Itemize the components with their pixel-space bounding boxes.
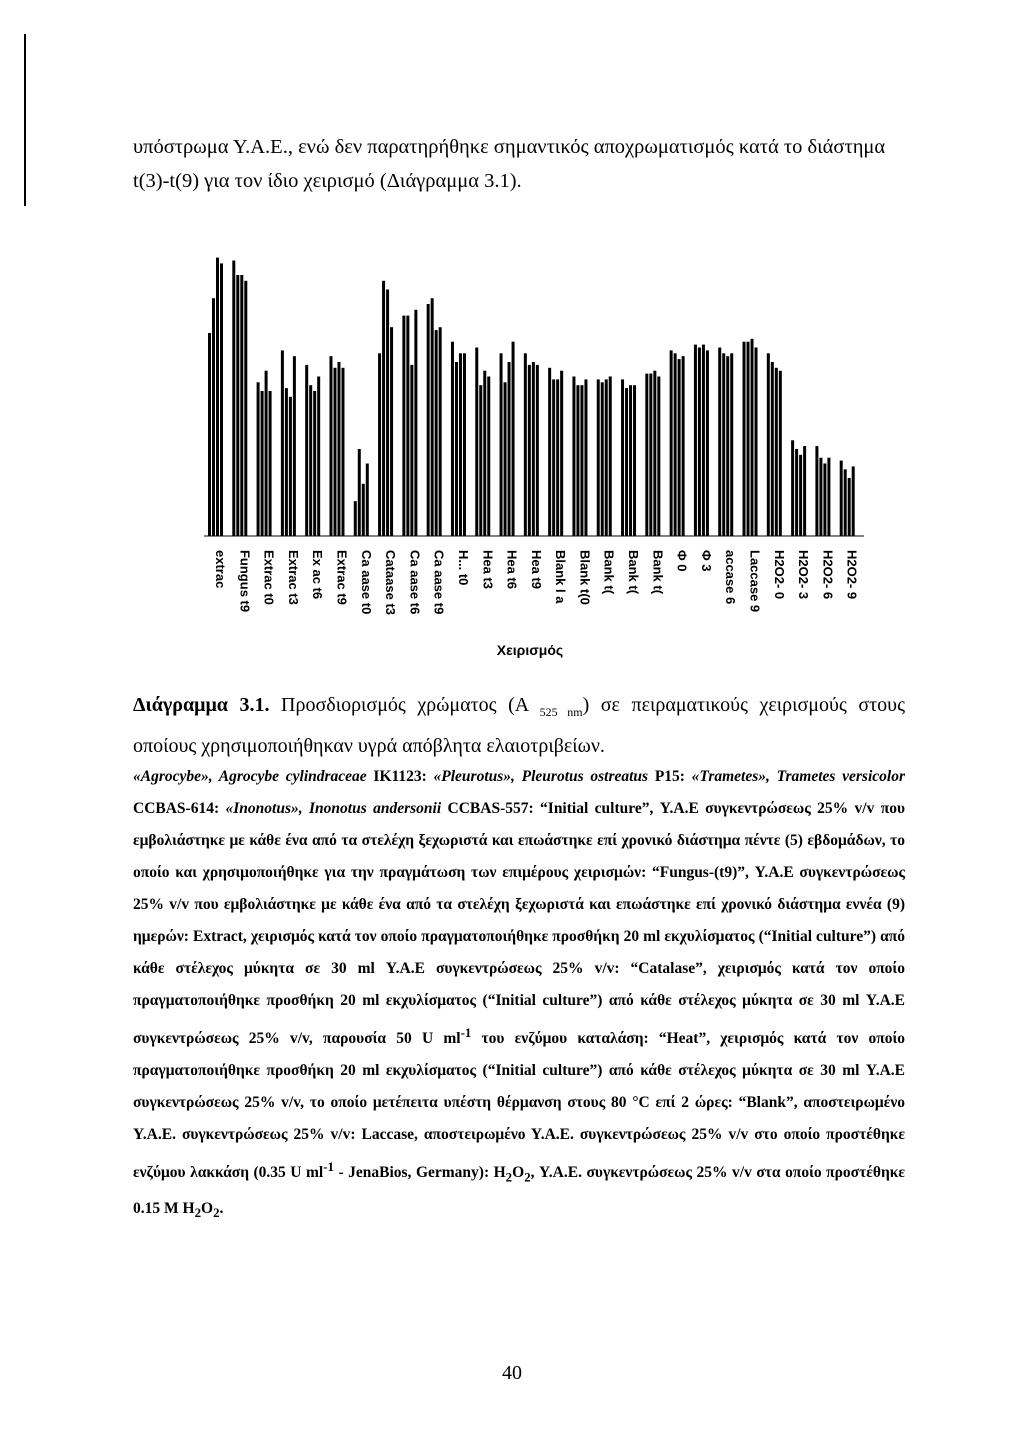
bar-26-Α [815, 446, 818, 536]
bar-20-Γ [678, 359, 681, 536]
formula-o-1: O [512, 1164, 525, 1182]
bar-10-Α [427, 304, 430, 536]
bar-23-Β [747, 342, 750, 536]
bar-7-Δ [366, 464, 369, 537]
bar-22-Γ [726, 356, 729, 536]
bar-14-Γ [532, 362, 535, 536]
bar-16-Δ [584, 379, 587, 536]
bar-3-Γ [265, 371, 268, 536]
bar-4-Α [281, 350, 284, 536]
pleurotus-text: «Pleurotus», Pleurotus ostreatus [433, 768, 649, 785]
tick-label-22: accase 6 [723, 550, 739, 605]
tick-label-4: Extrac t3 [285, 550, 301, 605]
bar-20-Α [670, 350, 673, 536]
bar-27-Γ [848, 478, 851, 536]
bar-1-Δ [220, 263, 223, 536]
figure-caption [133, 688, 905, 763]
tick-label-18: Bank t( [626, 550, 642, 595]
bar-22-Β [722, 353, 725, 536]
bar-15-Γ [556, 379, 559, 536]
bar-18-Δ [633, 385, 636, 536]
caption-subscript: 525 nm [539, 705, 583, 719]
tick-label-15: Blank l a [553, 550, 569, 604]
intro-paragraph [133, 130, 905, 198]
tick-label-6: Extrac t9 [334, 550, 350, 605]
bar-21-Β [698, 348, 701, 537]
tick-label-19: Bank t( [650, 550, 666, 595]
bar-14-Α [524, 353, 527, 536]
bar-21-Γ [702, 345, 705, 536]
final-period: . [219, 1200, 224, 1218]
inonotus-text: «Inonotus», Inonotus andersonii [225, 800, 442, 817]
bar-11-Δ [463, 353, 466, 536]
tick-label-20: Φ 0 [674, 550, 690, 572]
bar-3-Β [261, 391, 264, 536]
superscript-2: -1 [323, 1159, 334, 1175]
bar-6-Α [329, 356, 332, 536]
bar-19-Α [645, 374, 648, 536]
bar-13-Β [504, 382, 507, 536]
tick-label-1: extrac [213, 550, 228, 589]
bar-26-Γ [823, 464, 826, 537]
bar-15-Α [548, 368, 551, 536]
bar-2-Α [232, 261, 235, 537]
bar-8-Β [382, 281, 385, 536]
bar-4-Δ [293, 356, 296, 536]
treatments-text-1: CCBAS-557: “Initial culture”, Υ.Α.Ε συγκεντρώσεως 25% v/v που εμβολιάστηκε με κάθε ένα από τα στελέχη ξεχωριστά και επωάστηκε επί χρονικό διάστημα πέντε (5) εβδομάδων, το οποίο και χρησιμοποιήθηκε για την πραγμάτωση των επιμέρους χειρισμών: “Fungus-(t9)”, Υ.Α.Ε συγκεντρώσεως 25% v/v που εμβολιάστηκε με κάθε ένα από τα στελέχη ξεχωριστά και επωάστηκε επί χρονικό διάστημα εννέα (9) ημερών: Extract, χειρισμός κατά τον οποίο πραγματοποιήθηκε προσθήκη 20 ml εκχυλίσματος (“Initial culture”) από κάθε στέλεχος μύκητα σε 30 ml Υ.Α.Ε συγκεντρώσεως 25% v/v: “Catalase”, χειρισμός κατά τον οποίο πραγματοποιήθηκε προσθήκη 20 ml εκχυλίσματος (“Initial culture”) από κάθε στέλεχος μύκητα σε 30 ml Υ.Α.Ε συγκεντρώσεως 25% v/v, παρουσία 50 U ml [133, 800, 905, 1048]
tick-label-23: Laccase 9 [747, 550, 763, 613]
bar-1-Γ [216, 258, 219, 536]
bar-14-Β [528, 365, 531, 536]
bar-2-Β [236, 275, 239, 536]
bar-22-Α [718, 348, 721, 537]
bar-5-Δ [317, 377, 320, 537]
bar-25-Β [795, 449, 798, 536]
tick-label-8: Cataase t3 [383, 550, 399, 616]
bar-12-Γ [483, 371, 486, 536]
bar-1-Β [212, 298, 215, 536]
tick-label-11: H... t0 [455, 550, 471, 586]
bar-25-Δ [803, 446, 806, 536]
bar-11-Γ [459, 353, 462, 536]
chart-svg [180, 240, 880, 670]
bar-12-Β [479, 385, 482, 536]
bar-21-Δ [706, 350, 709, 536]
bar-11-Α [451, 342, 454, 536]
bar-15-Δ [560, 371, 563, 536]
bar-10-Δ [439, 327, 442, 536]
bar-18-Α [621, 379, 624, 536]
bar-16-Α [572, 377, 575, 537]
tick-label-27: H2O2- 9 [844, 550, 860, 600]
bar-9-Α [402, 316, 405, 536]
bar-19-Β [649, 374, 652, 536]
bar-17-Δ [609, 377, 612, 537]
bar-1-Α [208, 333, 211, 536]
agrocybe-code: ΙΚ1123: [366, 768, 434, 785]
bar-18-Γ [629, 385, 632, 536]
tick-label-3: Extrac t0 [261, 550, 277, 605]
bar-6-Γ [337, 362, 340, 536]
bar-16-Γ [580, 385, 583, 536]
bar-17-Α [597, 379, 600, 536]
bar-19-Γ [653, 371, 656, 536]
tick-label-25: H2O2- 3 [796, 550, 812, 600]
bar-18-Β [625, 388, 628, 536]
bar-3-Α [257, 382, 260, 536]
subscript-a: 2 [505, 1169, 513, 1185]
bar-5-Γ [313, 391, 316, 536]
bar-8-Δ [390, 327, 393, 536]
bar-12-Δ [487, 377, 490, 537]
treatments-text-4: , Υ.Α.Ε. συγκεντρώσεως 25% v/v στα οποίο προστέθηκε 0.15 M H [133, 1164, 905, 1218]
treatments-text-3: - JenaBios, Germany): H [333, 1164, 506, 1182]
pleurotus-code: P15: [648, 768, 692, 785]
bar-6-Δ [341, 368, 344, 536]
bar-19-Δ [657, 377, 660, 537]
tick-label-16: Blank t(0 [577, 550, 593, 605]
bar-14-Δ [536, 365, 539, 536]
bar-20-Δ [682, 356, 685, 536]
bar-9-Δ [414, 310, 417, 536]
bar-24-Γ [775, 368, 778, 536]
trametes-text: «Trametes», Trametes versicolor [691, 768, 905, 785]
bar-15-Β [552, 379, 555, 536]
bar-3-Δ [269, 391, 272, 536]
x-axis-title: Χειρισμός [496, 642, 564, 658]
bar-26-Β [819, 458, 822, 536]
bar-20-Β [674, 353, 677, 536]
bar-25-Α [791, 440, 794, 536]
bar-24-Δ [779, 371, 782, 536]
bar-6-Β [333, 368, 336, 536]
bar-chart [180, 240, 880, 670]
bar-27-Δ [852, 466, 855, 536]
trametes-code: CCBAS-614: [133, 800, 226, 817]
superscript-1: -1 [460, 1025, 472, 1040]
tick-label-21: Φ 3 [698, 550, 714, 572]
tick-label-26: H2O2- 6 [820, 550, 836, 600]
agrocybe-text: «Agrocybe», Agrocybe cylindraceae [133, 768, 367, 785]
bar-12-Α [475, 348, 478, 537]
bar-13-Α [500, 353, 503, 536]
bar-24-Β [771, 362, 774, 536]
bar-23-Α [743, 342, 746, 536]
caption-text-a: Προσδιορισμός χρώματος (A [269, 694, 540, 716]
bar-10-Β [431, 298, 434, 536]
bar-11-Β [455, 362, 458, 536]
intro-line-2: t(3)-t(9) για τον ίδιο χειρισμό (Διάγραμμα 3.1). [133, 170, 522, 192]
bar-5-Α [305, 365, 308, 536]
tick-label-12: Hea t3 [480, 550, 496, 590]
tick-label-10: Ca aase t9 [431, 550, 447, 615]
bar-26-Δ [827, 458, 830, 536]
bar-5-Β [309, 385, 312, 536]
intro-line-1: υπόστρωμα Υ.Α.Ε., ενώ δεν παρατηρήθηκε σημαντικός αποχρωματισμός κατά το διάστημα [133, 136, 886, 158]
tick-label-14: Hea t9 [528, 550, 544, 590]
bar-4-Β [285, 388, 288, 536]
bar-25-Γ [799, 455, 802, 536]
bar-16-Β [576, 385, 579, 536]
bar-13-Δ [512, 342, 515, 536]
bar-2-Γ [240, 275, 243, 536]
bar-23-Δ [755, 348, 758, 537]
caption-label: Διάγραμμα 3.1. [133, 694, 270, 716]
page-number: 40 [502, 1362, 522, 1384]
bar-9-Β [406, 316, 409, 536]
tick-label-24: H2O2- 0 [771, 550, 787, 600]
tick-label-5: Ex ac t6 [310, 550, 326, 600]
bar-27-Β [844, 469, 847, 536]
tick-label-9: Ca aase t6 [407, 550, 423, 615]
bar-17-Γ [605, 379, 608, 536]
tick-label-7: Ca aase t0 [358, 550, 374, 615]
formula-o-2: O [201, 1200, 214, 1218]
bar-13-Γ [508, 362, 511, 536]
tick-label-2: Fungus t9 [237, 550, 253, 613]
bar-8-Γ [386, 290, 389, 537]
bar-7-Α [354, 501, 357, 536]
bar-7-Β [358, 449, 361, 536]
treatments-text-2: του ενζύμου καταλάση: “Heat”, χειρισμός κατά τον οποίο πραγματοποιήθηκε προσθήκη 20 ml εκχυλίσματος (“Initial culture”) από κάθε στέλεχος μύκητα σε 30 ml Υ.Α.Ε συγκεντρώσεως 25% v/v, το οποίο μετέπειτα υπέστη θέρμανση στους 80 °C επί 2 ώρες: “Blank”, αποστειρωμένο Υ.Α.Ε. συγκεντρώσεως 25% v/v: Laccase, αποστειρωμένο Υ.Α.Ε. συγκεντρώσεως 25% v/v στο οποίο προστέθηκε ενζύμου λακκάση (0.35 U ml [133, 1030, 905, 1182]
bar-7-Γ [362, 484, 365, 536]
bar-9-Γ [410, 365, 413, 536]
margin-line [24, 34, 26, 206]
bar-22-Δ [730, 353, 733, 536]
legend-paragraph [133, 761, 905, 1230]
bar-23-Γ [751, 339, 754, 536]
bar-4-Γ [289, 397, 292, 536]
caption-text-b: ) σε πειραματικούς χειρισμούς στους οποίους χρησιμοποιήθηκαν υγρά απόβλητα ελαιοτριβείων. [133, 694, 905, 757]
subscript-d: 2 [213, 1205, 220, 1221]
bar-2-Δ [244, 281, 247, 536]
subscript-c: 2 [194, 1205, 202, 1221]
tick-label-13: Hea t6 [504, 550, 520, 590]
subscript-b: 2 [524, 1169, 531, 1185]
bar-10-Γ [435, 330, 438, 536]
bar-8-Α [378, 353, 381, 536]
bar-27-Α [840, 461, 843, 536]
bar-21-Α [694, 345, 697, 536]
bar-24-Α [767, 353, 770, 536]
bar-17-Β [601, 382, 604, 536]
tick-label-17: Bank t( [601, 550, 617, 595]
